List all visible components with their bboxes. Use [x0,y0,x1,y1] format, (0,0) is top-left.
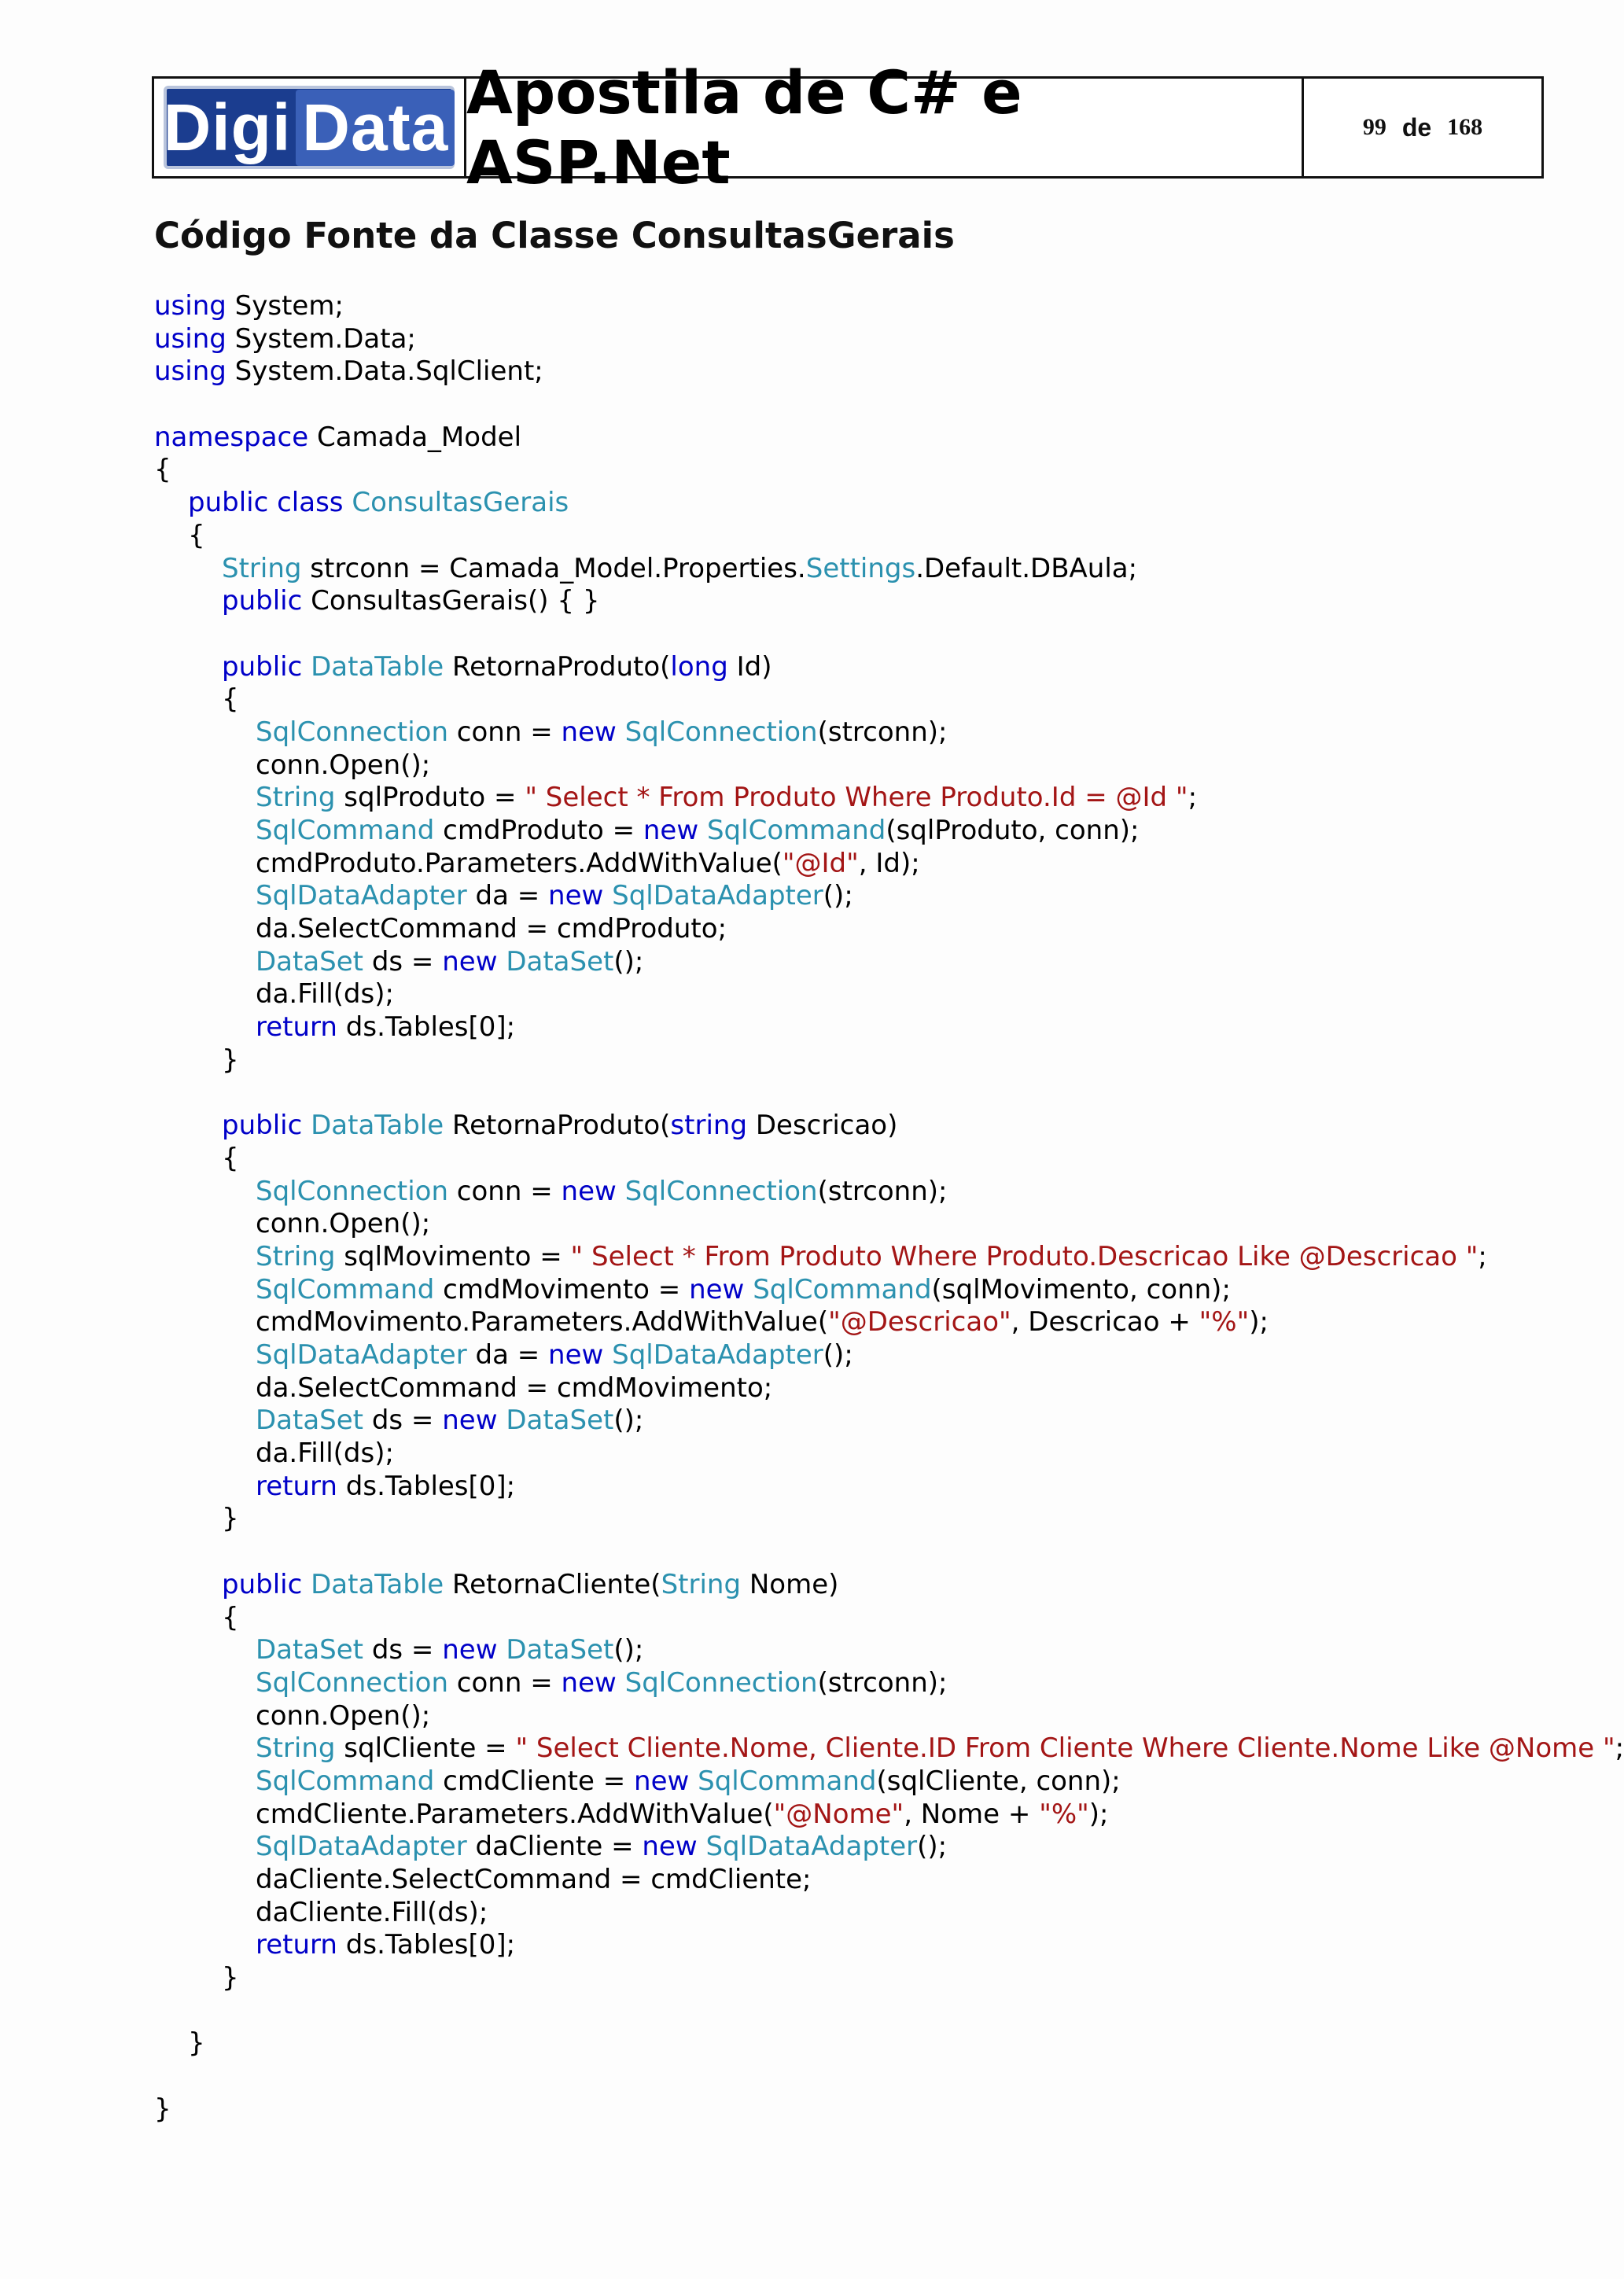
code-token: new [548,1339,604,1371]
logo-cell [154,79,466,176]
code-token: Descricao) [747,1110,898,1142]
code-token: return [256,1470,337,1502]
code-line [154,585,1624,618]
code-line [154,651,1624,684]
code-token: new [442,1634,498,1666]
code-token: SqlConnection [256,1666,448,1699]
code-token: SqlConnection [624,1666,818,1699]
code-line [154,1765,1624,1799]
code-token: RetornaProduto( [444,1110,671,1142]
code-token [617,1176,625,1207]
code-token: DataTable [311,650,444,683]
code-token: cmdProduto.Parameters.AddWithValue( [256,847,783,879]
code-token: (strconn); [817,716,948,748]
document-title: Apostila de C# e ASP.Net [466,57,1022,197]
code-token: SqlConnection [624,716,818,748]
code-token: " Select Cliente.Nome, Cliente.ID From Cliente Where Cliente.Nome Like @Nome " [515,1732,1615,1765]
code-token: using [154,290,226,322]
code-token: daCliente = [466,1831,643,1863]
code-token: sqlCliente = [335,1732,516,1765]
code-token: sqlProduto = [335,782,525,814]
code-token: (); [823,1339,853,1371]
code-token: ds.Tables[0]; [337,1929,516,1961]
code-line [154,2060,1624,2093]
code-line [154,1339,1624,1372]
code-token [698,1831,706,1862]
code-line [154,520,1624,553]
code-token: DataSet [256,1405,364,1437]
code-line [154,1995,1624,2028]
code-token [698,815,707,846]
code-token: SqlCommand [753,1273,932,1305]
code-token [344,487,352,518]
code-line [154,2093,1624,2126]
code-token: SqlCommand [256,1765,435,1797]
code-line [154,1864,1624,1897]
code-token: } [222,1044,239,1076]
code-token [603,1339,612,1371]
code-line [154,1602,1624,1635]
code-token: cmdCliente = [434,1765,635,1797]
code-token: public [222,585,303,617]
code-line [154,1634,1624,1667]
code-token: SqlConnection [256,716,448,748]
code-token: public class [188,487,344,519]
code-token: public [222,1110,303,1142]
code-token: using [154,355,226,388]
code-line [154,323,1624,356]
code-line [154,913,1624,946]
code-token: String [256,782,336,814]
code-token: DataSet [506,1405,614,1437]
code-token: (strconn); [817,1175,948,1207]
code-token: da.Fill(ds); [256,978,394,1011]
page-separator: de [1401,112,1432,142]
code-token: ; [1478,1240,1487,1272]
code-token: { [154,454,171,486]
code-token: new [561,1175,617,1207]
code-token: Camada_Model [308,421,522,453]
code-token [689,1765,698,1797]
code-token [302,1569,311,1600]
code-token: DataTable [311,1568,444,1600]
code-line [154,1274,1624,1307]
code-token: Id) [727,650,772,683]
code-token: SqlDataAdapter [256,1339,467,1371]
code-token: DataSet [256,945,364,978]
code-token: SqlCommand [256,815,435,846]
code-token: conn.Open(); [256,1699,431,1732]
code-token: , Nome + [904,1798,1040,1830]
code-token: String [256,1732,336,1765]
code-token: { [222,683,239,716]
code-token [617,1667,625,1699]
code-token: long [670,650,728,683]
code-token: (); [613,945,644,978]
code-line [154,749,1624,782]
code-token: SqlCommand [706,815,886,846]
code-token: new [689,1273,745,1305]
code-line [154,1438,1624,1471]
code-line [154,1799,1624,1832]
code-token: conn.Open(); [256,749,431,781]
code-token: DataSet [506,1634,614,1666]
code-token: ds = [363,1405,443,1437]
code-token: } [222,1503,239,1535]
code-token: SqlConnection [624,1175,818,1207]
code-token: ; [1188,782,1198,814]
code-token: ConsultasGerais [352,487,569,519]
code-token: Settings [805,552,916,584]
page-header [152,57,1544,197]
code-token: da = [466,1339,549,1371]
code-token [617,716,625,748]
code-token: DataSet [506,945,614,978]
code-token: RetornaProduto( [444,650,671,683]
code-token: return [256,1011,337,1044]
code-token [302,1110,311,1141]
code-token: string [670,1110,748,1142]
code-line [154,1241,1624,1274]
code-token: new [548,880,604,912]
code-token: RetornaCliente( [444,1568,661,1600]
code-token: public [222,650,303,683]
code-line [154,1732,1624,1765]
page-current: 99 [1362,114,1386,140]
code-token: cmdMovimento = [434,1273,690,1305]
code-line [154,815,1624,848]
page-number [1304,79,1541,176]
code-line [154,1929,1624,1962]
code-line [154,1077,1624,1110]
code-line [154,1962,1624,1995]
code-token: SqlDataAdapter [256,880,467,912]
code-line [154,487,1624,520]
code-line [154,1471,1624,1504]
code-line [154,1831,1624,1864]
code-token: da.SelectCommand = cmdProduto; [256,913,727,945]
code-token: } [188,2027,205,2060]
code-token: new [442,945,498,978]
code-line [154,1110,1624,1143]
code-token: } [154,2093,171,2125]
code-line [154,1143,1624,1176]
code-token: ds = [363,945,443,978]
code-token: new [442,1405,498,1437]
code-token: cmdProduto = [434,815,643,846]
code-token: cmdCliente.Parameters.AddWithValue( [256,1798,774,1830]
page-total: 168 [1447,114,1483,140]
code-token: da.Fill(ds); [256,1438,394,1470]
code-line [154,782,1624,815]
code-line [154,1176,1624,1209]
code-line [154,1208,1624,1241]
code-token: String [222,552,302,584]
code-token: ds = [363,1634,443,1666]
code-token: conn.Open(); [256,1208,431,1240]
code-token: String [661,1568,742,1600]
code-token: SqlCommand [698,1765,877,1797]
code-token: { [188,519,205,551]
code-token: "@Nome" [773,1798,904,1830]
code-token: public [222,1568,303,1600]
code-line [154,946,1624,979]
code-line [154,1011,1624,1044]
code-line [154,683,1624,716]
code-line [154,422,1624,455]
code-token: SqlDataAdapter [256,1831,467,1863]
code-token: SqlDataAdapter [705,1831,918,1863]
code-token: DataTable [311,1110,444,1142]
code-line [154,388,1624,422]
code-listing [154,290,1624,2126]
code-token: da = [466,880,549,912]
code-line [154,848,1624,881]
code-token: (); [613,1405,644,1437]
code-token: return [256,1929,337,1961]
code-token: new [561,716,617,748]
code-token: System.Data.SqlClient; [226,355,543,388]
code-token: conn = [448,1666,562,1699]
code-line [154,2027,1624,2060]
code-token [302,651,311,683]
code-token: .Default.DBAula; [915,552,1138,584]
code-token: , Id); [858,847,920,879]
code-token: " Select * From Produto Where Produto.Descricao Like @Descricao " [570,1240,1479,1272]
code-token: SqlDataAdapter [612,880,823,912]
code-line [154,716,1624,749]
code-line [154,553,1624,586]
code-token: (); [917,1831,948,1863]
code-token: ConsultasGerais() { } [302,585,600,617]
code-token: SqlCommand [256,1273,435,1305]
code-token: ); [1088,1798,1109,1830]
code-token: " Select * From Produto Where Produto.Id = @Id " [525,782,1188,814]
code-token: daCliente.Fill(ds); [256,1896,488,1928]
code-line [154,618,1624,651]
code-token: strconn = Camada_Model.Properties. [301,552,806,584]
code-line [154,1372,1624,1405]
code-token: System; [226,290,344,322]
code-token: System.Data; [226,322,416,355]
code-token [498,1634,506,1666]
code-line [154,454,1624,487]
code-token: String [256,1240,336,1272]
code-token: (); [613,1634,644,1666]
logo-text-data: Data [296,90,455,166]
code-token: DataSet [256,1634,364,1666]
code-token: new [634,1765,690,1797]
code-token: new [642,1831,698,1863]
code-line [154,1700,1624,1733]
code-token: new [561,1666,617,1699]
code-token: conn = [448,716,562,748]
digidata-logo [164,86,455,169]
code-token: ds.Tables[0]; [337,1011,516,1044]
code-token: (strconn); [817,1666,948,1699]
logo-text-digi: Digi [163,90,292,164]
code-line [154,1897,1624,1930]
code-token: { [222,1601,239,1633]
code-token: daCliente.SelectCommand = cmdCliente; [256,1864,812,1895]
code-line [154,290,1624,323]
code-token: SqlDataAdapter [612,1339,823,1371]
code-token [498,1405,506,1436]
code-token: (sqlCliente, conn); [876,1765,1121,1797]
code-line [154,1536,1624,1569]
code-token: cmdMovimento.Parameters.AddWithValue( [256,1306,829,1338]
code-token: (sqlMovimento, conn); [931,1273,1231,1305]
code-line [154,1503,1624,1536]
code-token: (); [823,880,853,912]
code-line [154,1569,1624,1602]
code-line [154,880,1624,913]
code-token: da.SelectCommand = cmdMovimento; [256,1371,773,1404]
code-token: "@Descricao" [828,1306,1011,1338]
code-line [154,1044,1624,1077]
code-token [744,1274,753,1305]
code-line [154,1667,1624,1700]
title-cell [466,57,1304,197]
code-token: , Descricao + [1011,1306,1199,1338]
code-token: Nome) [741,1568,839,1600]
code-token: new [643,815,699,846]
code-line [154,1405,1624,1438]
code-token: { [222,1142,239,1174]
code-token: "%" [1199,1306,1250,1338]
code-token: ); [1249,1306,1269,1338]
code-token: "%" [1039,1798,1089,1830]
code-line [154,1306,1624,1339]
code-line [154,355,1624,388]
code-token: ds.Tables[0]; [337,1470,516,1502]
code-token: "@Id" [782,847,859,879]
code-token: } [222,1962,239,1994]
code-line [154,978,1624,1011]
code-token [498,946,506,978]
section-title: Código Fonte da Classe ConsultasGerais [154,215,955,256]
code-token: SqlConnection [256,1175,448,1207]
code-token: namespace [154,421,309,453]
code-token: using [154,322,226,355]
code-token: ; [1615,1732,1624,1765]
code-token: conn = [448,1175,562,1207]
code-token: sqlMovimento = [335,1240,571,1272]
code-token: (sqlProduto, conn); [886,815,1140,846]
code-token [603,880,612,911]
